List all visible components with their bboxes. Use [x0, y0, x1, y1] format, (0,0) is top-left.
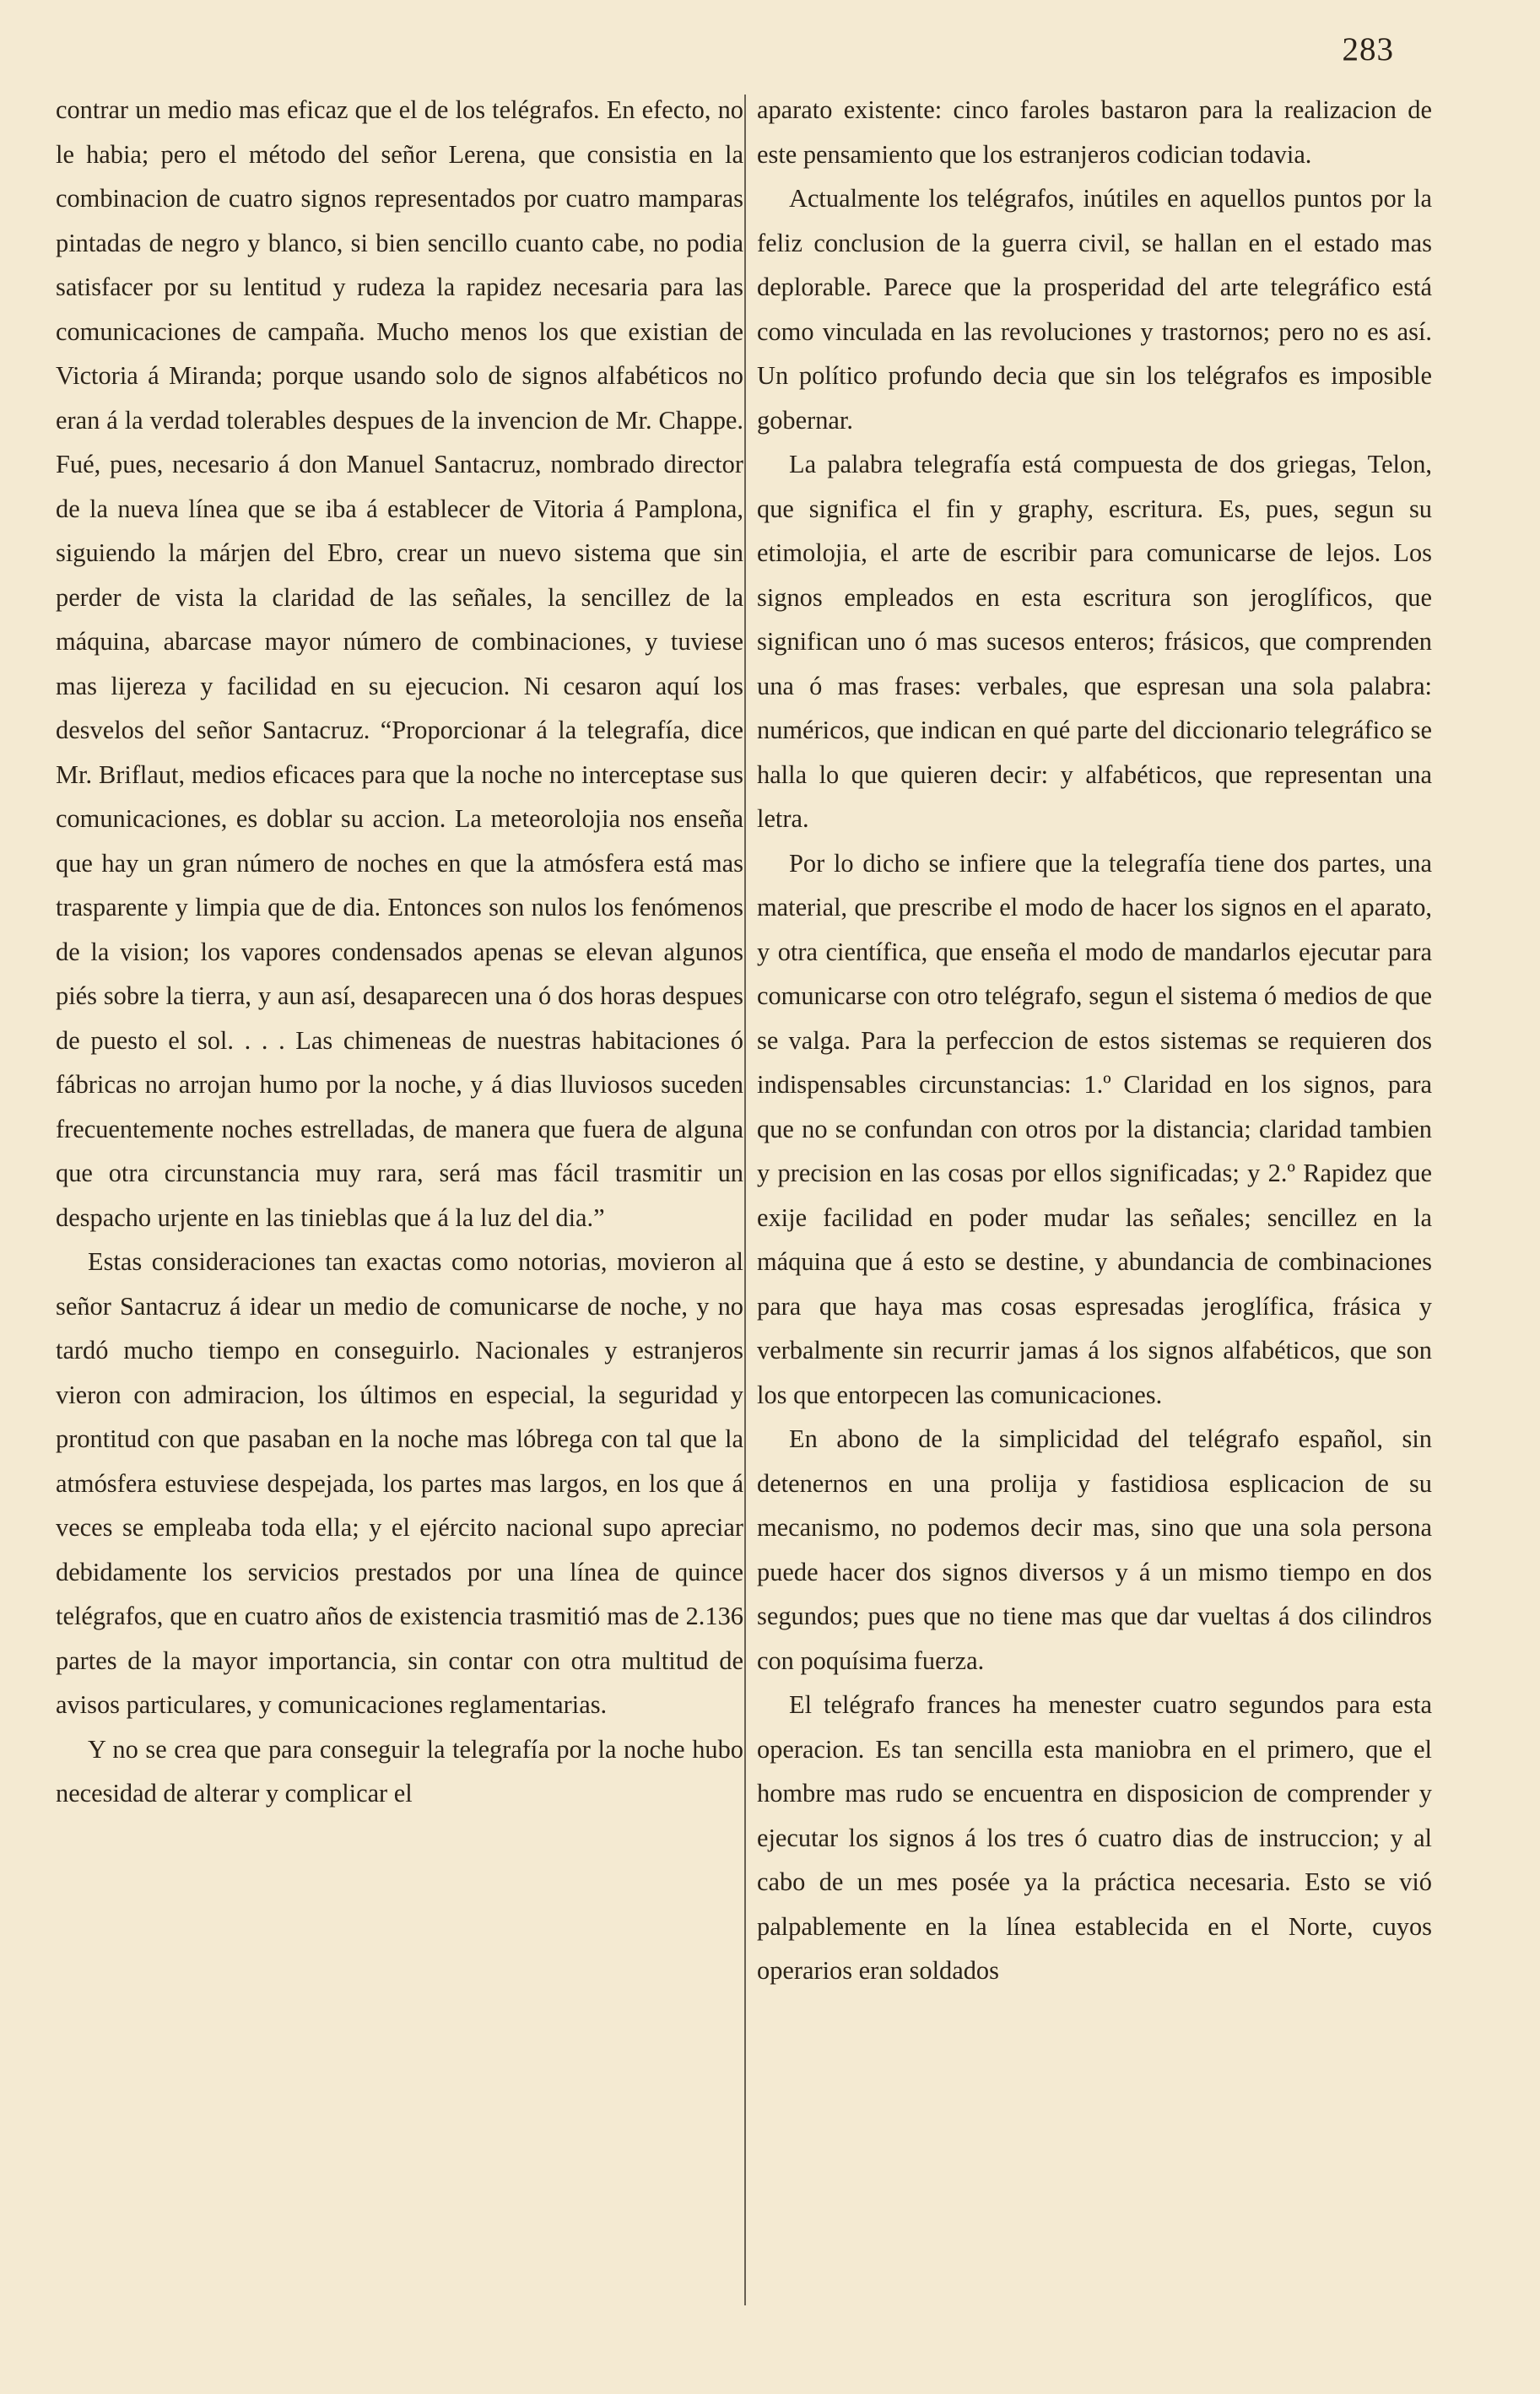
- right-paragraph-1: aparato existente: cinco faroles bastaron para la realizacion de este pensamiento que los estranjeros codician todavia.: [757, 95, 1432, 169]
- left-paragraph-1: contrar un medio mas eficaz que el de los telégrafos. En efecto, no le habia; pero el método del señor Lerena, que consistia en la combinacion de cuatro signos representados por cuatro mamparas pintadas de negro y blanco, si bien sencillo cuanto cabe, no podia satisfacer por su lentitud y rudeza la rapidez necesaria para las comunicaciones de campaña. Mucho menos los que existian de Victoria á Miranda; porque usando solo de signos alfabéticos no eran á la verdad tolerables despues de la invencion de Mr. Chappe. Fué, pues, necesario á don Manuel Santacruz, nombrado director de la nueva línea que se iba á establecer de Vitoria á Pamplona, siguiendo la márjen del Ebro, crear un nuevo sistema que sin perder de vista la claridad de las señales, la sencillez de la máquina, abarcase mayor número de combinaciones, y tuviese mas lijereza y facilidad en su ejecucion. Ni cesaron aquí los desvelos del señor Santacruz. “Proporcionar á la telegrafía, dice Mr. Briflaut, medios eficaces para que la noche no interceptase sus comunicaciones, es doblar su accion. La meteorolojia nos enseña que hay un gran número de noches en que la atmósfera está mas trasparente y limpia que de dia. Entonces son nulos los fenómenos de la vision; los vapores condensados apenas se elevan algunos piés sobre la tierra, y aun así, desaparecen una ó dos horas despues de puesto el sol. . . . Las chimeneas de nuestras habitaciones ó fábricas no arrojan humo por la noche, y á dias lluviosos suceden frecuentemente noches estrelladas, de manera que fuera de alguna que otra circunstancia muy rara, será mas fácil trasmitir un despacho urjente en las tinieblas que á la luz del dia.”: [56, 95, 743, 1232]
- column-divider: [744, 95, 746, 2305]
- page-number: 283: [1342, 31, 1394, 68]
- left-column: [56, 88, 743, 1816]
- right-paragraph-2: Actualmente los telégrafos, inútiles en aquellos puntos por la feliz conclusion de la guerra civil, se hallan en el estado mas deplorable. Parece que la prosperidad del arte telegráfico está como vinculada en las revoluciones y trastornos; pero no es así. Un político profundo decia que sin los telégrafos es imposible gobernar.: [757, 184, 1432, 435]
- left-paragraph-2: Estas consideraciones tan exactas como notorias, movieron al señor Santacruz á idear un medio de comunicarse de noche, y no tardó mucho tiempo en conseguirlo. Nacionales y estranjeros vieron con admiracion, los últimos en especial, la seguridad y prontitud con que pasaban en la noche mas lóbrega con tal que la atmósfera estuviese despejada, los partes mas largos, en los que á veces se empleaba toda ella; y el ejército nacional supo apreciar debidamente los servicios prestados por una línea de quince telégrafos, que en cuatro años de existencia trasmitió mas de 2.136 partes de la mayor importancia, sin contar con otra multitud de avisos particulares, y comunicaciones reglamentarias.: [56, 1247, 743, 1719]
- right-paragraph-4: Por lo dicho se infiere que la telegrafía tiene dos partes, una material, que prescribe el modo de hacer los signos en el aparato, y otra científica, que enseña el modo de mandarlos ejecutar para comunicarse con otro telégrafo, segun el sistema ó medios de que se valga. Para la perfeccion de estos sistemas se requieren dos indispensables circunstancias: 1.º Claridad en los signos, para que no se confundan con otros por la distancia; claridad tambien y precision en las cosas por ellos significadas; y 2.º Rapidez que exije facilidad en poder mudar las señales; sencillez en la máquina que á esto se destine, y abundancia de combinaciones para que haya mas cosas espresadas jeroglífica, frásica y verbalmente sin recurrir jamas á los signos alfabéticos, que son los que entorpecen las comunicaciones.: [757, 848, 1432, 1409]
- right-column: [757, 88, 1432, 1993]
- right-paragraph-6: El telégrafo frances ha menester cuatro segundos para esta operacion. Es tan sencilla esta maniobra en el primero, que el hombre mas rudo se encuentra en disposicion de comprender y ejecutar los signos á los tres ó cuatro dias de instruccion; y al cabo de un mes posée ya la práctica necesaria. Esto se vió palpablemente en la línea establecida en el Norte, cuyos operarios eran soldados: [757, 1690, 1432, 1985]
- right-paragraph-3: La palabra telegrafía está compuesta de dos griegas, Telon, que significa el fin y graphy, escritura. Es, pues, segun su etimolojia, el arte de escribir para comunicarse de lejos. Los signos empleados en esta escritura son jeroglíficos, que significan uno ó mas sucesos enteros; frásicos, que comprenden una ó mas frases: verbales, que espresan una sola palabra: numéricos, que indican en qué parte del diccionario telegráfico se halla lo que quieren decir: y alfabéticos, que representan una letra.: [757, 450, 1432, 833]
- left-paragraph-3: Y no se crea que para conseguir la telegrafía por la noche hubo necesidad de alterar y complicar el: [56, 1734, 743, 1808]
- right-paragraph-5: En abono de la simplicidad del telégrafo español, sin detenernos en una prolija y fastidiosa esplicacion de su mecanismo, no podemos decir mas, sino que una sola persona puede hacer dos signos diversos y á un mismo tiempo en dos segundos; pues que no tiene mas que dar vueltas á dos cilindros con poquísima fuerza.: [757, 1424, 1432, 1675]
